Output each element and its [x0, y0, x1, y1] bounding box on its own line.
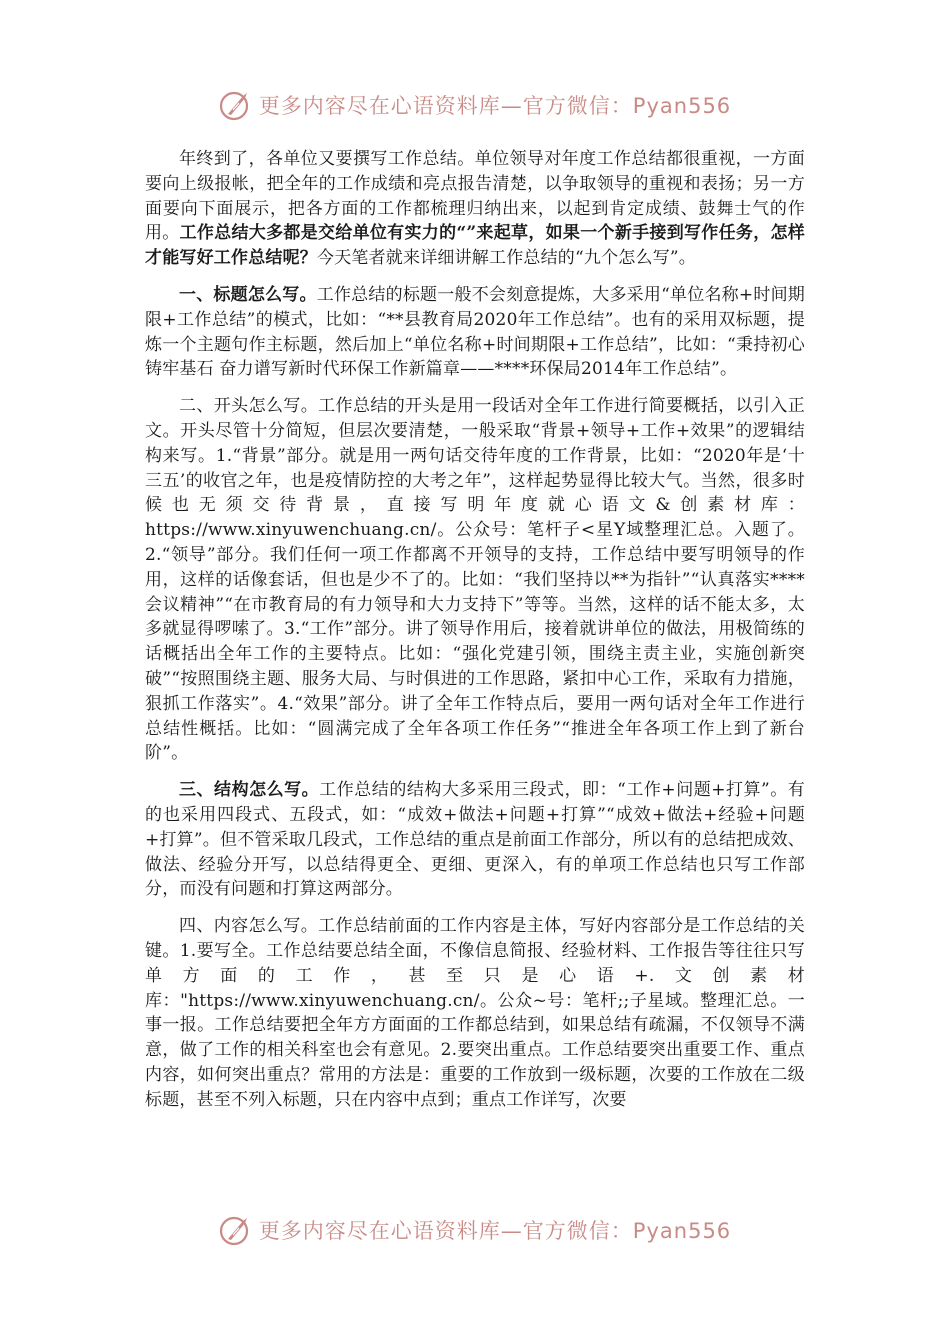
header-banner — [0, 85, 950, 125]
intro-tail-text: 今天笔者就来详细讲解工作总结的“九个怎么写”。 — [317, 248, 696, 269]
footer-banner-text: 更多内容尽在心语资料库—官方微信：Pyan556 — [258, 1219, 732, 1243]
intro-bold-text: 工作总结大多都是交给单位有实力的“”来起草，如果一个新手接到写作任务，怎样才能写好工作总结呢？ — [145, 223, 805, 269]
quill-pen-icon — [219, 88, 253, 122]
intro-paragraph — [145, 147, 805, 271]
section-structure-paragraph — [145, 778, 805, 902]
section-title-body: 工作总结的标题一般不会刻意提炼，大多采用“单位名称+时间期限+工作总结”的模式，比如：“**县教育局2020年工作总结”。也有的采用双标题，提炼一个主题句作主标题，然后加上“单位名称+时间期限+工作总结”，比如：“秉持初心 铸牢基石 奋力谱写新时代环保工作新篇章——****环保局2014年工作总结”。 — [145, 284, 805, 380]
footer-banner — [0, 1210, 950, 1250]
section-title-paragraph — [145, 283, 805, 382]
section-content-paragraph: 四、内容怎么写。工作总结前面的工作内容是主体，写好内容部分是工作总结的关键。1.要写全。工作总结要总结全面，不像信息简报、经验材料、工作报告等往往只写单方面的工作，甚至只是心语+.文创素材库："https://www.xinyuwenchuang.cn/。公众~号：笔杆;;子星域。整理汇总。一事一报。工作总结要把全年方方面面的工作都总结到，如果总结有疏漏，不仅领导不满意，做了工作的相关科室也会有意见。2.要突出重点。工作总结要突出重要工作、重点内容，如何突出重点？常用的方法是：重要的工作放到一级标题，次要的工作放在二级标题，甚至不列入标题，只在内容中点到；重点工作详写，次要 — [145, 916, 805, 1110]
section-structure-heading: 三、结构怎么写。 — [179, 780, 320, 801]
section-structure-body: 工作总结的结构大多采用三段式，即：“工作+问题+打算”。有的也采用四段式、五段式，如：“成效+做法+问题+打算”“成效+做法+经验+问题+打算”。但不管采取几段式，工作总结的重点是前面工作部分，所以有的总结把成效、做法、经验分开写，以总结得更全、更细、更深入，有的单项工作总结也只写工作部分，而没有问题和打算这两部分。 — [145, 780, 806, 900]
quill-pen-icon — [219, 1213, 253, 1247]
document-body — [145, 147, 805, 1124]
section-title-heading: 一、标题怎么写。 — [179, 284, 317, 305]
intro-text: 年终到了，各单位又要撰写工作总结。单位领导对年度工作总结都很重视，一方面要向上级报帐，把全年的工作成绩和亮点报告清楚，以争取领导的重视和表扬；另一方面要向下面展示，把各方面的工作都梳理归纳出来，以起到肯定成绩、鼓舞士气的作用。 — [145, 149, 805, 244]
section-opening-paragraph: 二、开头怎么写。工作总结的开头是用一段话对全年工作进行简要概括，以引入正文。开头尽管十分简短，但层次要清楚，一般采取“背景+领导+工作+效果”的逻辑结构来写。1.“背景”部分。就是用一两句话交待年度的工作背景，比如：“2020年是‘十三五’的收官之年，也是疫情防控的大考之年”，这样起势显得比较大气。当然，很多时候也无须交待背景，直接写明年度就心语文&创素材库：https://www.xinyuwenchuang.cn/。公众号：笔杆子<星Y域整理汇总。入题了。2.“领导”部分。我们任何一项工作都离不开领导的支持，工作总结中要写明领导的作用，这样的话像套话，但也是少不了的。比如：“我们坚持以**为指针”“认真落实****会议精神”“在市教育局的有力领导和大力支持下”等等。当然，这样的话不能太多，太多就显得啰嗦了。3.“工作”部分。讲了领导作用后，接着就讲单位的做法，用极简练的话概括出全年工作的主要特点。比如：“强化党建引领，围绕主责主业，实施创新突破”“按照围绕主题、服务大局、与时俱进的工作思路，紧扣中心工作，采取有力措施，狠抓工作落实”。4.“效果”部分。讲了全年工作特点后，要用一两句话对全年工作进行总结性概括。比如：“圆满完成了全年各项工作任务”“推进全年各项工作上到了新台阶”。 — [145, 396, 805, 764]
header-banner-text: 更多内容尽在心语资料库—官方微信：Pyan556 — [258, 94, 732, 118]
